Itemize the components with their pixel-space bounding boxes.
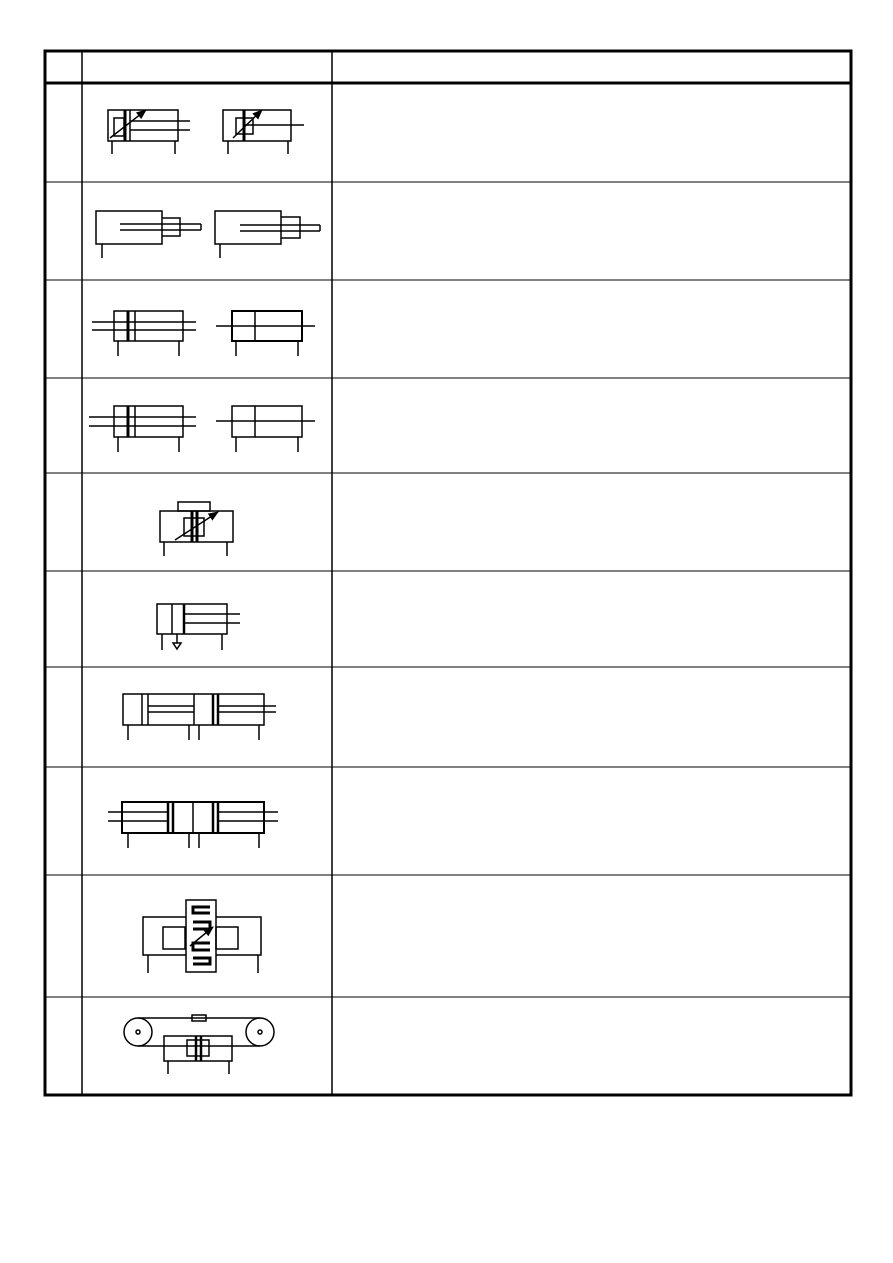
adjustable-cylinder-symbol-b	[223, 110, 304, 154]
telescopic-cylinder-symbol-b	[215, 211, 320, 258]
row-7-symbol	[123, 694, 276, 740]
row-2-symbol	[96, 211, 320, 258]
row-6-symbol	[157, 604, 240, 650]
row-8-symbol	[108, 802, 278, 848]
double-rod-cylinder-symbol-b	[216, 311, 315, 356]
telescopic-cylinder-symbol-a	[96, 211, 201, 258]
row-10-symbol	[124, 1015, 274, 1074]
double-rod-cylinder-symbol-d	[216, 406, 315, 452]
double-rod-cylinder-symbol-a	[92, 311, 196, 356]
adjustable-cylinder-symbol-a	[108, 110, 190, 154]
row-9-symbol	[143, 900, 261, 973]
row-5-symbol	[160, 502, 233, 556]
row-1-symbol	[108, 110, 304, 154]
double-rod-cylinder-symbol-c	[89, 406, 196, 452]
table-grid	[45, 51, 851, 1095]
row-3-symbol	[92, 311, 315, 356]
row-4-symbol	[89, 406, 315, 452]
